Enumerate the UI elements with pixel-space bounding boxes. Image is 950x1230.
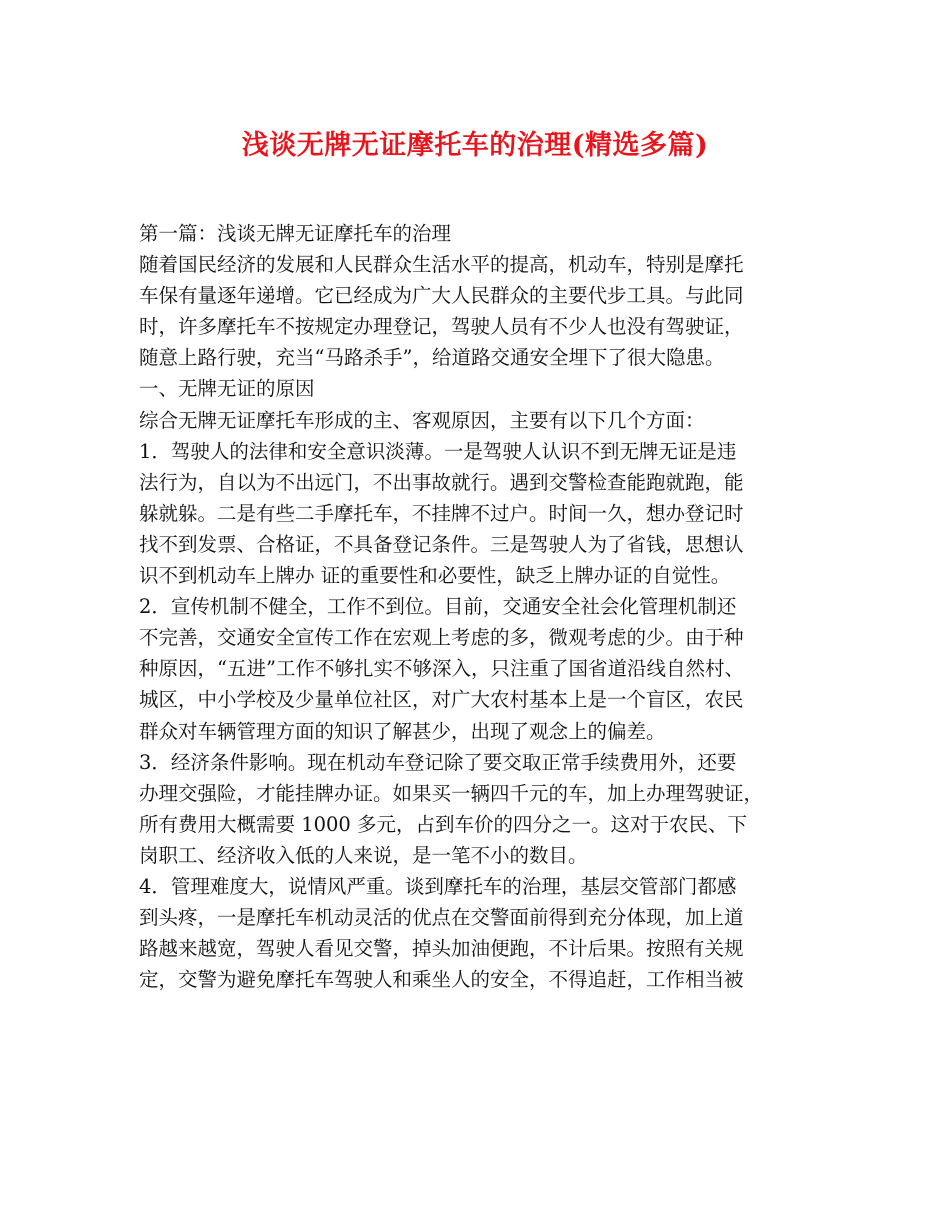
text-line: 所有费用大概需要 1000 多元，占到车价的四分之一。这对于农民、下 xyxy=(139,812,748,836)
document-title: 浅谈无牌无证摩托车的治理(精选多篇) xyxy=(241,130,709,161)
text-line: 定，交警为避免摩托车驾驶人和乘坐人的安全，不得追赶，工作相当被 xyxy=(139,968,744,992)
text-line: 岗职工、经济收入低的人来说，是一笔不小的数目。 xyxy=(139,843,588,867)
text-line: 4．管理难度大，说情风严重。谈到摩托车的治理，基层交管部门都感 xyxy=(139,874,737,898)
text-line: 群众对车辆管理方面的知识了解甚少，出现了观念上的偏差。 xyxy=(139,719,666,743)
text-line: 不完善，交通安全宣传工作在宏观上考虑的多，微观考虑的少。由于种 xyxy=(139,626,744,650)
text-line: 3．经济条件影响。现在机动车登记除了要交取正常手续费用外，还要 xyxy=(139,750,737,774)
text-line: 找不到发票、合格证，不具备登记条件。三是驾驶人为了省钱，思想认 xyxy=(139,532,744,556)
text-line: 1．驾驶人的法律和安全意识淡薄。一是驾驶人认识不到无牌无证是违 xyxy=(139,439,737,463)
text-line: 躲就躲。二是有些二手摩托车，不挂牌不过户。时间一久，想办登记时 xyxy=(139,501,744,525)
text-line: 到头疼，一是摩托车机动灵活的优点在交警面前得到充分体现，加上道 xyxy=(139,906,744,930)
document-body xyxy=(139,218,829,995)
text-line: 一、无牌无证的原因 xyxy=(139,377,315,401)
text-line: 种原因，“五进”工作不够扎实不够深入，只注重了国省道沿线自然村、 xyxy=(139,657,744,681)
text-line: 第一篇：浅谈无牌无证摩托车的治理 xyxy=(139,222,452,245)
text-line: 时，许多摩托车不按规定办理登记，驾驶人员有不少人也没有驾驶证， xyxy=(139,315,744,339)
text-line: 城区，中小学校及少量单位社区，对广大农村基本上是一个盲区，农民 xyxy=(139,688,744,712)
text-line: 车保有量逐年递增。它已经成为广大人民群众的主要代步工具。与此同 xyxy=(139,284,744,308)
text-line: 路越来越宽，驾驶人看见交警，掉头加油便跑，不计后果。按照有关规 xyxy=(139,937,744,961)
text-line: 综合无牌无证摩托车形成的主、客观原因，主要有以下几个方面： xyxy=(139,408,705,432)
text-line: 识不到机动车上牌办 证的重要性和必要性，缺乏上牌办证的自觉性。 xyxy=(139,564,731,588)
text-line: 办理交强险，才能挂牌办证。如果买一辆四千元的车，加上办理驾驶证， xyxy=(139,781,764,805)
text-line: 法行为，自以为不出远门，不出事故就行。遇到交警检查能跑就跑，能 xyxy=(139,470,744,494)
text-line: 随意上路行驶，充当“马路杀手”，给道路交通安全埋下了很大隐患。 xyxy=(139,346,725,370)
text-line: 随着国民经济的发展和人民群众生活水平的提高，机动车，特别是摩托 xyxy=(139,253,744,277)
text-line: 2．宣传机制不健全，工作不到位。目前，交通安全社会化管理机制还 xyxy=(139,595,737,619)
